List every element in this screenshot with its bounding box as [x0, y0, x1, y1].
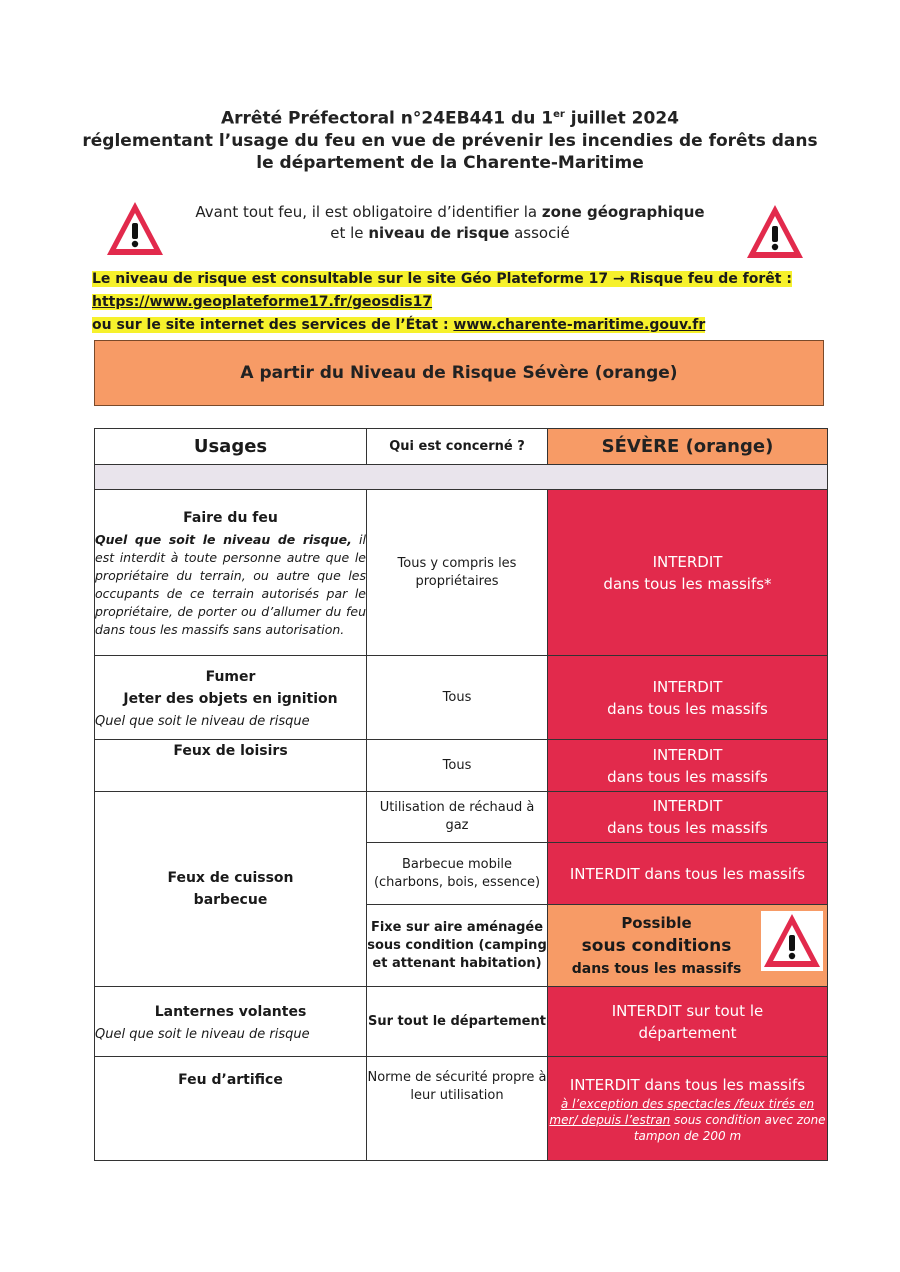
- table-row: [95, 987, 828, 1057]
- usage-cell: Feux de cuisson barbecue: [95, 792, 367, 987]
- usage-cell: Fumer Jeter des objets en ignition Quel que soit le niveau de risque: [95, 656, 367, 740]
- spacer-row: [95, 465, 828, 490]
- intro-text: Avant tout feu, il est obligatoire d’identifier la zone géographique et le niveau de risque associé: [195, 203, 705, 242]
- table-row: [95, 792, 828, 843]
- decree-title-line1: Arrêté Préfectoral n°24EB441 du 1er juillet 2024: [220, 108, 679, 129]
- geoplateforme-link[interactable]: https://www.geoplateforme17.fr/geosdis17: [92, 294, 433, 310]
- header-usages: Usages: [95, 429, 367, 465]
- severe-rule-cell: INTERDIT dans tous les massifs à l’exception des spectacles /feux tirés en mer/ depuis l’estran sous condition avec zone tampon de 200 m: [548, 1057, 828, 1161]
- decree-title-line3: le département de la Charente-Maritime: [256, 152, 644, 173]
- usage-cell: Faire du feu Quel que soit le niveau de risque, il est interdit à toute personne autre que le propriétaire du terrain, ou autre que les occupants de ce terrain autorisés par le propriétaire, de porter ou d’allumer du feu dans tous les massifs sans autorisation.: [95, 490, 367, 656]
- who-cell: Barbecue mobile (charbons, bois, essence): [367, 843, 548, 905]
- table-row: [95, 740, 828, 792]
- decree-title-line2: réglementant l’usage du feu en vue de prévenir les incendies de forêts dans: [82, 130, 818, 151]
- table-header-row: [95, 429, 828, 465]
- who-cell: Utilisation de réchaud à gaz: [367, 792, 548, 843]
- severe-rule-cell: INTERDIT dans tous les massifs*: [548, 490, 828, 656]
- severe-rule-cell: INTERDIT dans tous les massifs: [548, 792, 828, 843]
- severe-rule-cell: INTERDIT dans tous les massifs: [548, 656, 828, 740]
- severe-rule-cell: INTERDIT dans tous les massifs: [548, 843, 828, 905]
- usage-cell: Feu d’artifice: [95, 1057, 367, 1161]
- risk-source-text: Le niveau de risque est consultable sur le site Géo Plateforme 17 → Risque feu de forêt :: [92, 271, 792, 287]
- prefecture-website-link[interactable]: www.charente-maritime.gouv.fr: [453, 317, 706, 333]
- table-row: [95, 490, 828, 656]
- header-who: Qui est concerné ?: [367, 429, 548, 465]
- risk-consultation-links: [92, 268, 832, 337]
- state-services-text: ou sur le site internet des services de l’État :: [92, 317, 454, 333]
- severe-rule-cell: INTERDIT dans tous les massifs: [548, 740, 828, 792]
- header-severe: SÉVÈRE (orange): [548, 429, 828, 465]
- decree-title: [60, 104, 840, 174]
- who-cell: Sur tout le département: [367, 987, 548, 1057]
- table-row: [95, 656, 828, 740]
- who-cell: Tous y compris les propriétaires: [367, 490, 548, 656]
- who-cell: Tous: [367, 656, 548, 740]
- warning-triangle-icon: [761, 911, 823, 971]
- severe-rule-cell: INTERDIT sur tout le département: [548, 987, 828, 1057]
- who-cell: Norme de sécurité propre à leur utilisation: [367, 1057, 548, 1161]
- who-cell: Fixe sur aire aménagée sous condition (camping et attenant habitation): [367, 905, 548, 987]
- usage-cell: Feux de loisirs: [95, 740, 367, 792]
- risk-level-banner: A partir du Niveau de Risque Sévère (orange): [94, 340, 824, 406]
- fire-usage-rules-table: [94, 428, 828, 1161]
- warning-triangle-icon: [744, 202, 806, 262]
- usage-cell: Lanternes volantes Quel que soit le niveau de risque: [95, 987, 367, 1057]
- table-row: [95, 1057, 828, 1161]
- who-cell: Tous: [367, 740, 548, 792]
- severe-rule-cell-conditional: Possible sous conditions dans tous les massifs: [548, 905, 828, 987]
